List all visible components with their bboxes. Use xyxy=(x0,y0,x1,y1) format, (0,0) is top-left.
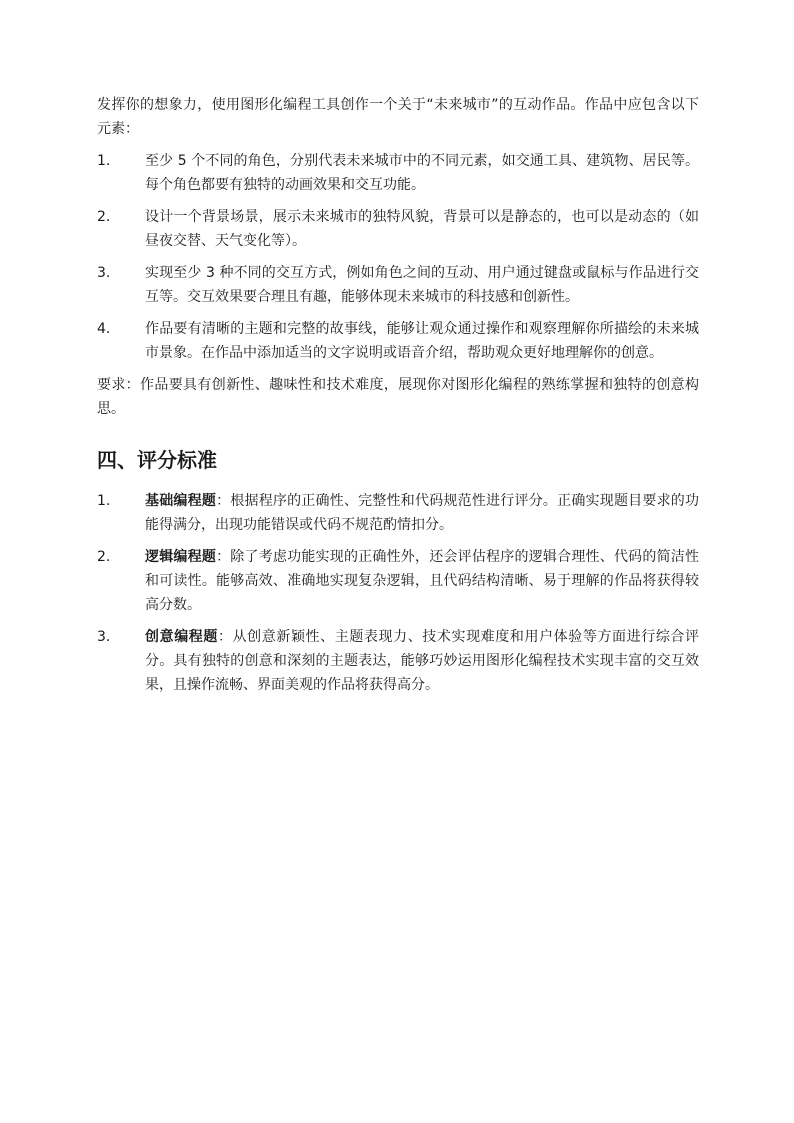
list-text: ：除了考虑功能实现的正确性外，还会评估程序的逻辑合理性、代码的简洁性和可读性。能够高效、准确地实现复杂逻辑，且代码结构清晰、易于理解的作品将获得较高分数。 xyxy=(145,549,700,613)
grading-term: 基础编程题 xyxy=(145,493,217,509)
list-number: 2. xyxy=(97,549,111,565)
list-number: 1. xyxy=(97,493,111,509)
list-item xyxy=(97,625,699,697)
list-number: 2. xyxy=(97,209,111,225)
list-item xyxy=(97,317,699,365)
list-item xyxy=(97,489,699,537)
list-item xyxy=(97,545,699,617)
list-number: 3. xyxy=(97,265,111,281)
grading-term: 逻辑编程题 xyxy=(145,549,217,565)
intro-paragraph: 发挥你的想象力，使用图形化编程工具创作一个关于“未来城市”的互动作品。作品中应包含以下元素： xyxy=(97,97,699,137)
list-text: 至少 5 个不同的角色，分别代表未来城市中的不同元素，如交通工具、建筑物、居民等。每个角色都要有独特的动画效果和交互功能。 xyxy=(145,153,699,193)
grading-term: 创意编程题 xyxy=(145,629,218,645)
summary-paragraph: 要求：作品要具有创新性、趣味性和技术难度，展现你对图形化编程的熟练掌握和独特的创意构思。 xyxy=(97,377,699,417)
list-text: ：从创意新颖性、主题表现力、技术实现难度和用户体验等方面进行综合评分。具有独特的创意和深刻的主题表达，能够巧妙运用图形化编程技术实现丰富的交互效果，且操作流畅、界面美观的作品将获得高分。 xyxy=(145,629,700,693)
list-item xyxy=(97,149,699,197)
list-number: 4. xyxy=(97,321,111,337)
list-item xyxy=(97,205,699,253)
list-text: 设计一个背景场景，展示未来城市的独特风貌，背景可以是静态的，也可以是动态的（如昼夜交替、天气变化等）。 xyxy=(145,209,699,249)
list-number: 1. xyxy=(97,153,111,169)
list-item xyxy=(97,261,699,309)
list-text: 作品要有清晰的主题和完整的故事线，能够让观众通过操作和观察理解你所描绘的未来城市景象。在作品中添加适当的文字说明或语音介绍，帮助观众更好地理解你的创意。 xyxy=(145,321,699,361)
section-heading: 四、评分标准 xyxy=(97,448,217,472)
list-text: 实现至少 3 种不同的交互方式，例如角色之间的互动、用户通过键盘或鼠标与作品进行交互等。交互效果要合理且有趣，能够体现未来城市的科技感和创新性。 xyxy=(145,265,699,305)
document-page xyxy=(97,93,699,697)
requirements-list xyxy=(97,149,699,365)
list-number: 3. xyxy=(97,629,111,645)
grading-list xyxy=(97,489,699,697)
list-text: ：根据程序的正确性、完整性和代码规范性进行评分。正确实现题目要求的功能得满分，出现功能错误或代码不规范酌情扣分。 xyxy=(145,493,700,533)
